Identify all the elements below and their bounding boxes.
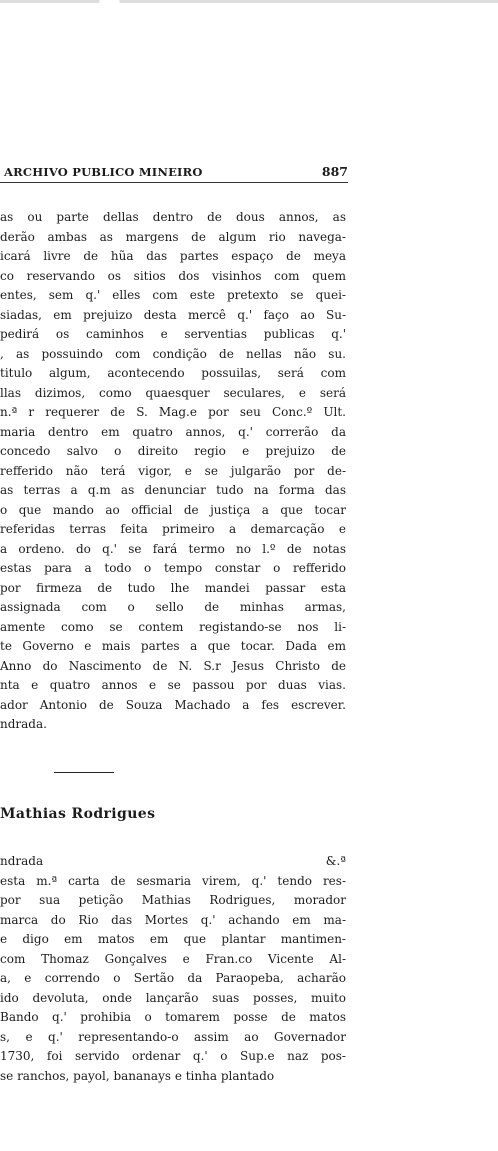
text-line: 1730, foi servido ordenar q.' o Sup.e naz pos-	[0, 1049, 346, 1063]
text-line: marca do Rio das Mortes q.' achando em ma-	[0, 912, 346, 927]
text-line: as ou parte dellas dentro de dous annos, as	[0, 210, 346, 224]
text-line: entes, sem q.' elles com este pretexto se quei-	[0, 288, 346, 302]
text-line: titulo algum, acontecendo possuilas, será com	[0, 366, 346, 380]
text-line: ador Antonio de Souza Machado a fes escrever.	[0, 697, 346, 712]
section-heading: Mathias Rodrigues	[0, 806, 156, 822]
running-head-title: ARCHIVO PUBLICO MINEIRO	[4, 165, 203, 179]
text-line: llas dizimos, como quaesquer seculares, e será	[0, 385, 346, 400]
text-line: concedo salvo o direito regio e prejuizo de	[0, 444, 346, 458]
text-line: pedirá os caminhos e serventias publicas q.'	[0, 327, 346, 341]
header-rule	[0, 182, 348, 183]
text-line: a, e correndo o Sertão da Paraopeba, acharão	[0, 971, 346, 985]
text-line: co reservando os sitios dos visinhos com quem	[0, 268, 346, 283]
text-line: ndrada &.ª	[0, 854, 346, 868]
text-line: esta m.ª carta de sesmaria virem, q.' tendo res-	[0, 873, 346, 888]
page-header	[0, 163, 348, 185]
top-edge-rule	[0, 0, 498, 3]
section-separator	[54, 772, 114, 773]
text-line: Bando q.' prohibia o tomarem posse de matos	[0, 1010, 346, 1024]
text-line: nta e quatro annos e se passou por duas vias.	[0, 678, 346, 692]
page-number: 887	[321, 164, 348, 179]
text-line: maria dentro em quatro annos, q.' correrão da	[0, 424, 346, 439]
text-line: derão ambas as margens de algum rio navega-	[0, 229, 346, 244]
section-paragraph	[0, 851, 346, 1085]
text-line: Anno do Nascimento de N. S.r Jesus Christo de	[0, 658, 346, 673]
text-line: ndrada.	[0, 717, 47, 731]
text-line: te Governo e mais partes a que tocar. Dada em	[0, 639, 346, 653]
text-line: e digo em matos em que plantar mantimen-	[0, 932, 346, 946]
text-line: refferido não terá vigor, e se julgarão por de-	[0, 463, 346, 478]
text-line: referidas terras feita primeiro a demarcação e	[0, 522, 346, 536]
body-paragraph	[0, 208, 346, 735]
text-line: por firmeza de tudo lhe mandei passar esta	[0, 580, 346, 595]
text-line: s, e q.' representando-o assim ao Governador	[0, 1029, 346, 1044]
text-line: com Thomaz Gonçalves e Fran.co Vicente Al-	[0, 951, 346, 966]
text-line: amente como se contem registando-se nos li-	[0, 619, 346, 634]
text-line: ido devoluta, onde lançarão suas posses, muito	[0, 990, 346, 1005]
text-line: icará livre de hũa das partes espaço de meya	[0, 249, 346, 263]
text-line: a ordeno. do q.' se fará termo no l.º de notas	[0, 541, 346, 556]
text-line: estas para a todo o tempo constar o refferido	[0, 561, 346, 575]
text-line: se ranchos, payol, bananays e tinha plantado	[0, 1068, 275, 1083]
text-line: , as possuindo com condição de nellas não su.	[0, 346, 346, 361]
text-line: as terras a q.m as denunciar tudo na forma das	[0, 483, 346, 497]
text-line: por sua petição Mathias Rodrigues, morador	[0, 893, 346, 907]
text-line: assignada com o sello de minhas armas,	[0, 600, 346, 614]
text-line: siadas, em prejuizo desta mercê q.' faço ao Su-	[0, 307, 346, 322]
text-line: o que mando ao official de justiça a que tocar	[0, 502, 346, 517]
text-line: n.ª r requerer de S. Mag.e por seu Conc.º Ult.	[0, 405, 346, 419]
